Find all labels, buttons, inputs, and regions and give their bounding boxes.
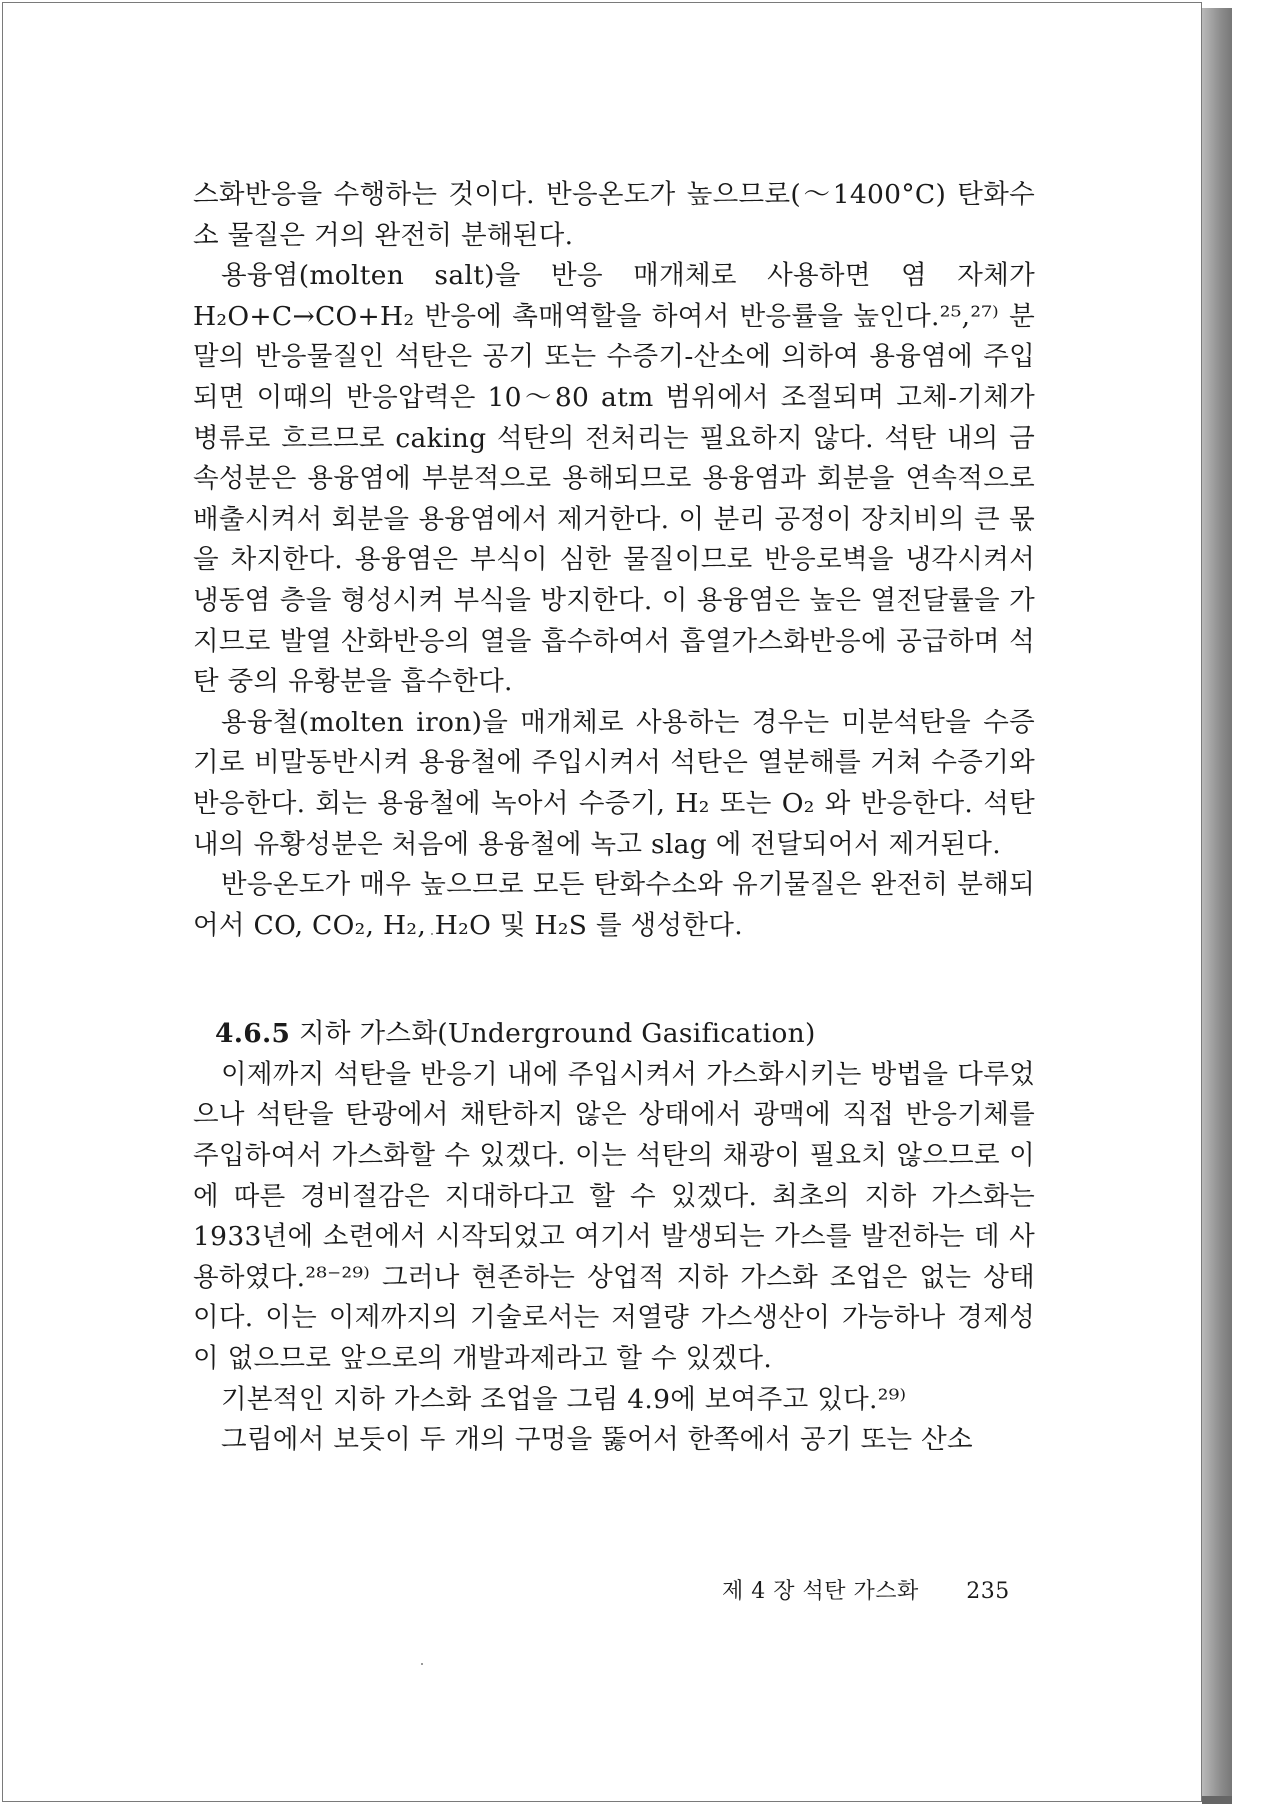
paragraph-reaction-temperature: 반응온도가 매우 높으므로 모든 탄화수소와 유기물질은 완전히 분해되어서 CO, CO₂, H₂, H₂O 및 H₂S 를 생성한다. bbox=[193, 869, 1035, 941]
paragraph-drilling: 그림에서 보듯이 두 개의 구멍을 뚫어서 한쪽에서 공기 또는 산소 bbox=[221, 1424, 973, 1456]
paragraph-molten-salt: 용융염(molten salt)을 반응 매개체로 사용하면 염 자체가 H₂O+C→CO+H₂ 반응에 촉매역할을 하여서 반응률을 높인다.²⁵,²⁷⁾ 분말의 반응물질인 석탄은 공기 또는 수증기-산소에 의하여 용융염에 주입되면 이때의 반응압력은 10～80 atm 범위에서 조절되며 고체-기체가 병류로 흐르므로 caking 석탄의 전처리는 필요하지 않다. 석탄 내의 금속성분은 용융염에 부분적으로 용해되므로 용융염과 회분을 연속적으로 배출시켜서 회분을 용융염에서 제거한다. 이 분리 공정이 장치비의 큰 몫을 차지한다. 용융염은 부식이 심한 물질이므로 반응로벽을 냉각시켜서 냉동염 층을 형성시켜 부식을 방지한다. 이 용융염은 높은 열전달률을 가지므로 발열 산화반응의 열을 흡수하여서 흡열가스화반응에 공급하며 석탄 중의 유황분을 흡수한다. bbox=[193, 260, 1035, 698]
section-title: 지하 가스화(Underground Gasification) bbox=[299, 1018, 816, 1050]
page-number: 235 bbox=[966, 1579, 1010, 1604]
page-edge-bottom bbox=[1202, 1796, 1232, 1804]
paragraph-continuation: 스화반응을 수행하는 것이다. 반응온도가 높으므로(～1400°C) 탄화수소 물질은 거의 완전히 분해된다. bbox=[193, 179, 1035, 251]
section-heading bbox=[193, 1014, 1035, 1055]
running-footer bbox=[722, 1574, 1010, 1605]
body-text bbox=[193, 175, 1035, 1461]
section-number: 4.6.5 bbox=[215, 1018, 291, 1050]
chapter-title: 제 4 장 석탄 가스화 bbox=[722, 1579, 919, 1604]
paragraph-figure-reference: 기본적인 지하 가스화 조업을 그림 4.9에 보여주고 있다.²⁹⁾ bbox=[221, 1383, 907, 1415]
scan-speck bbox=[421, 1663, 423, 1665]
page-edge-shadow bbox=[1202, 8, 1232, 1804]
paragraph-molten-iron: 용융철(molten iron)을 매개체로 사용하는 경우는 미분석탄을 수증기로 비말동반시켜 용융철에 주입시켜서 석탄은 열분해를 거쳐 수증기와 반응한다. 회는 용융철에 녹아서 수증기, H₂ 또는 O₂ 와 반응한다. 석탄 내의 유황성분은 처음에 용융철에 녹고 slag 에 전달되어서 제거된다. bbox=[193, 706, 1035, 860]
paragraph-underground-intro: 이제까지 석탄을 반응기 내에 주입시켜서 가스화시키는 방법을 다루었으나 석탄을 탄광에서 채탄하지 않은 상태에서 광맥에 직접 반응기체를 주입하여서 가스화할 수 있겠다. 이는 석탄의 채광이 필요치 않으므로 이에 따른 경비절감은 지대하다고 할 수 있겠다. 최초의 지하 가스화는 1933년에 소련에서 시작되었고 여기서 발생되는 가스를 발전하는 데 사용하였다.²⁸⁻²⁹⁾ 그러나 현존하는 상업적 지하 가스화 조업은 없는 상태이다. 이는 이제까지의 기술로서는 저열량 가스생산이 가능하나 경제성이 없으므로 앞으로의 개발과제라고 할 수 있겠다. bbox=[193, 1058, 1035, 1375]
